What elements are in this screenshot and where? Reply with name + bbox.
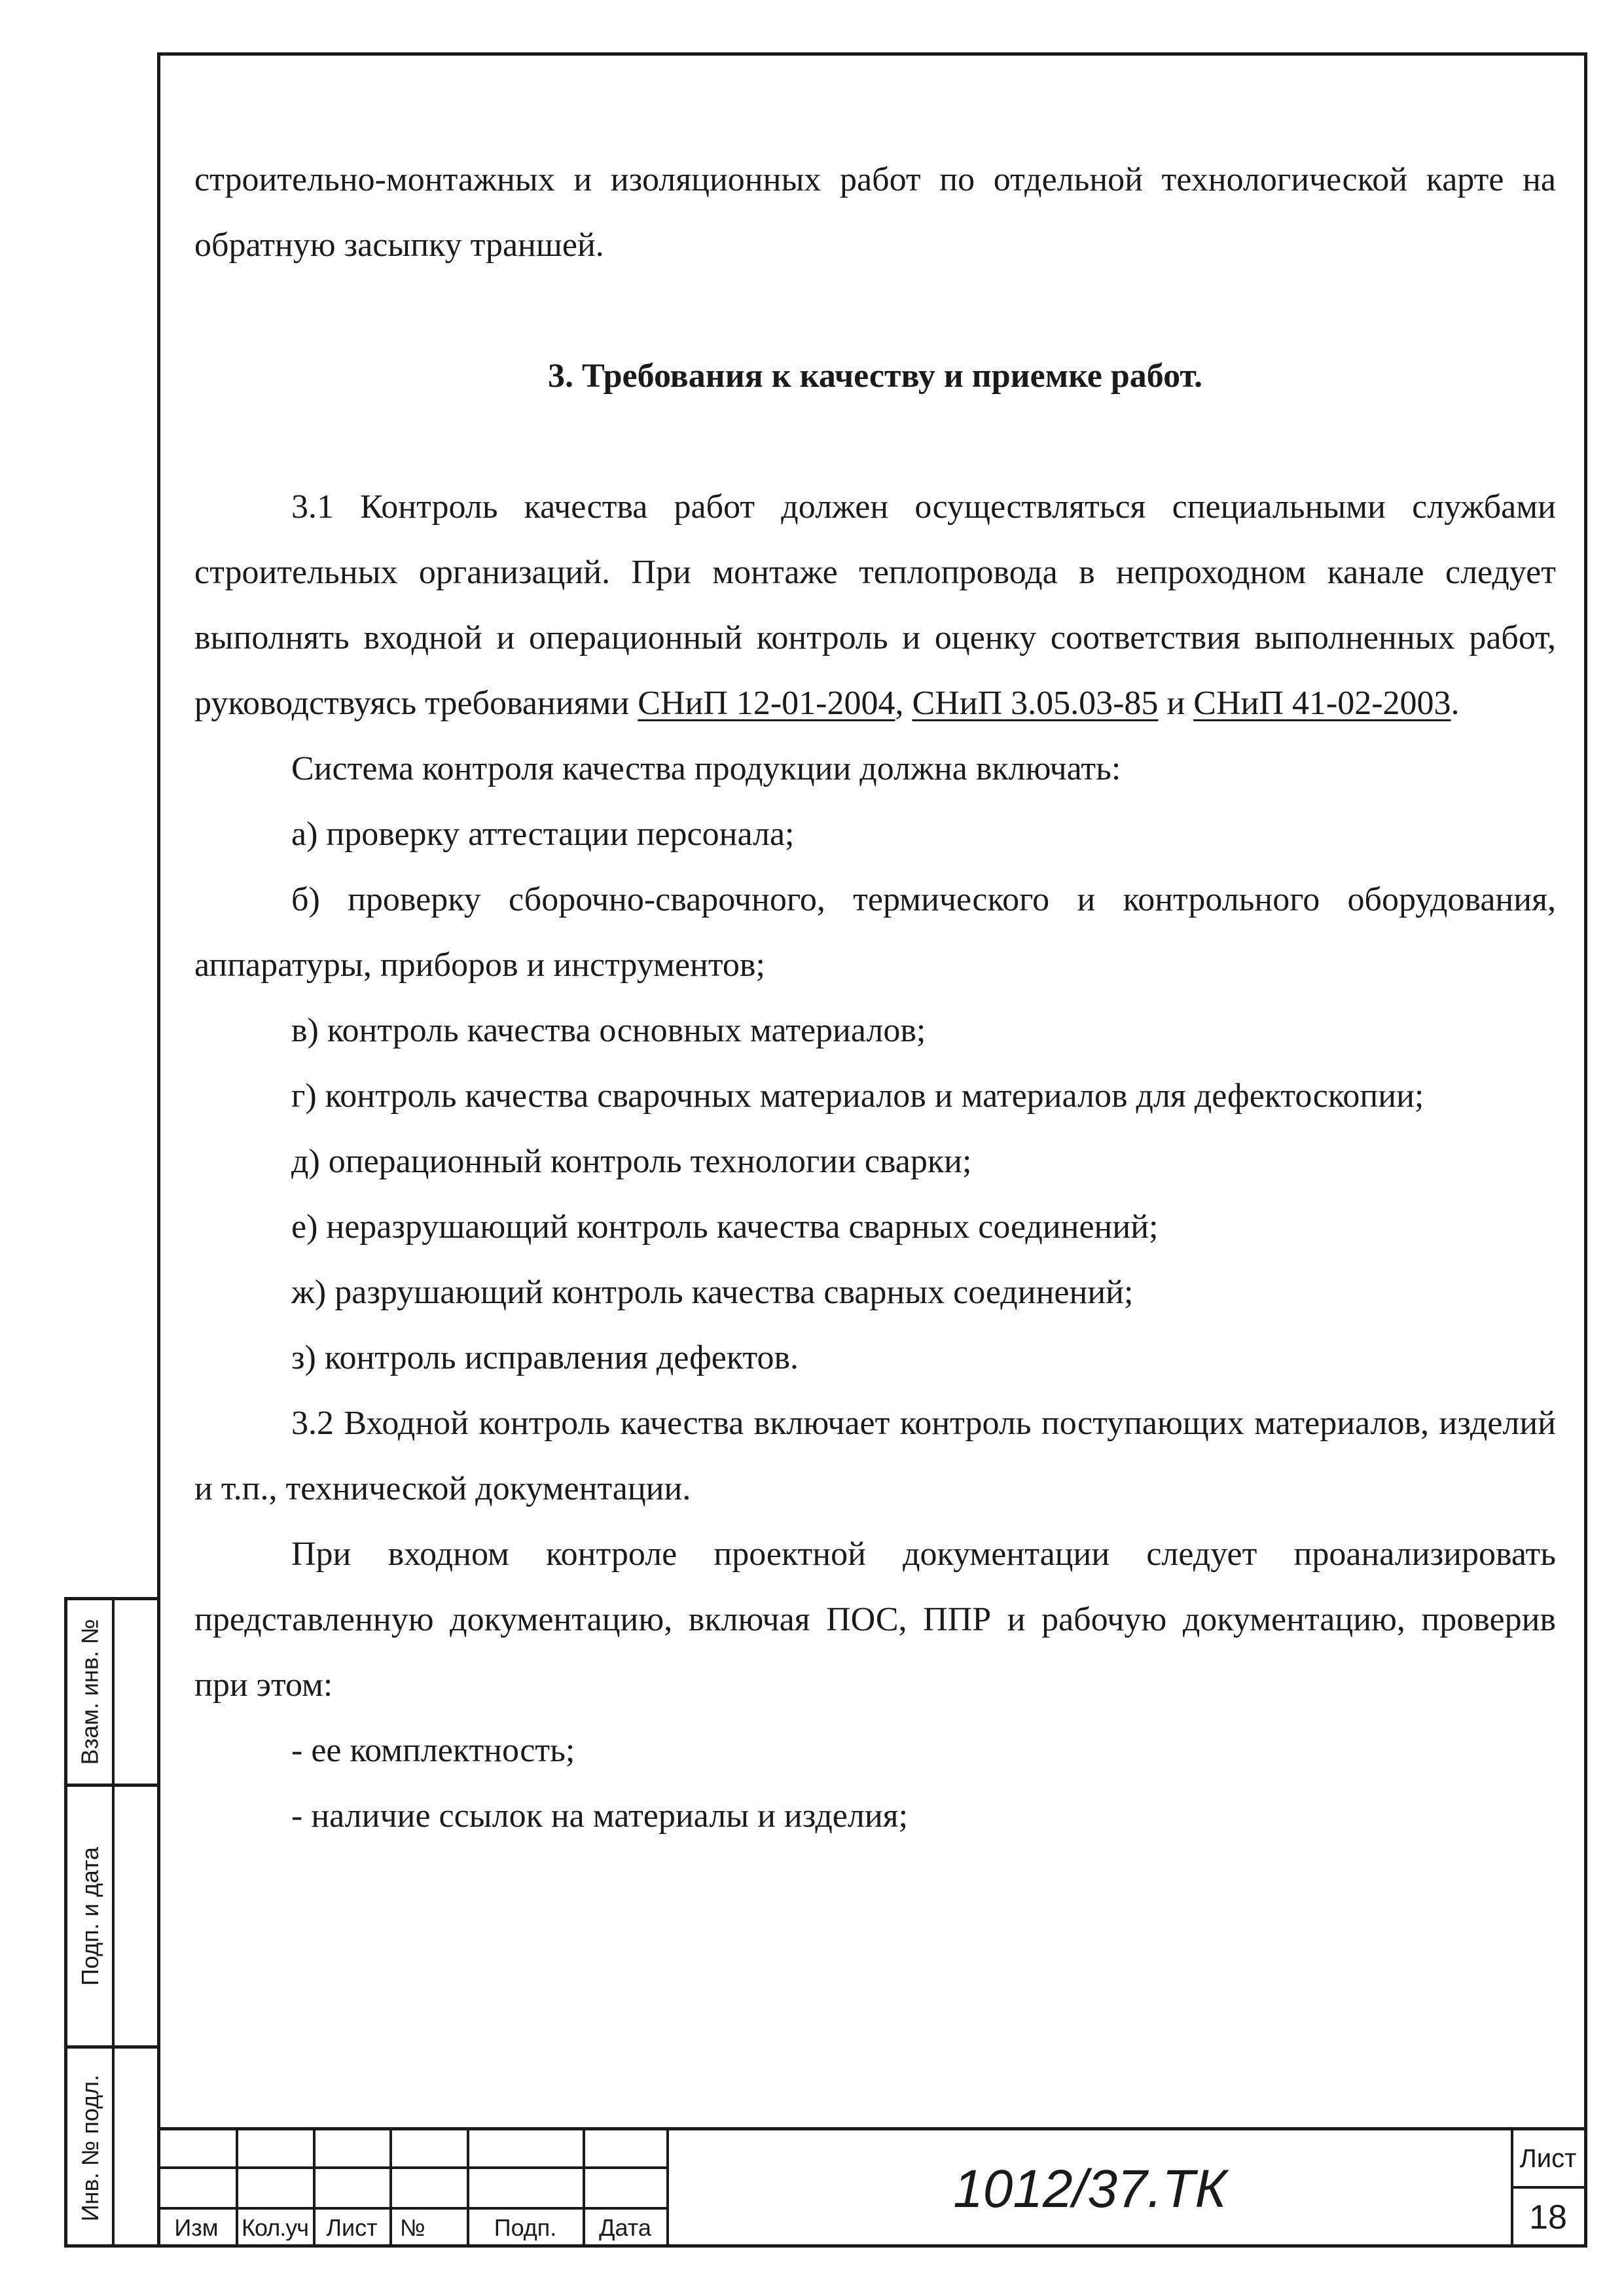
- system-intro: Система контроля качества продукции должна включать:: [291, 750, 1121, 787]
- header-list: Лист: [326, 2214, 378, 2241]
- list-item: б) проверку сборочно-сварочного, термического и контрольного оборудования, аппаратуры, приборов и инструментов;: [194, 881, 1556, 984]
- document-body: [194, 147, 1556, 1849]
- sheet-label: Лист: [1519, 2144, 1577, 2173]
- paragraph-3-1: 3.1 Контроль качества работ должен осуществляться специальными службами строительных организаций. При монтаже теплопровода в непроходном канале следует выполнять входной и операционный контроль и оценку соответствия выполненных работ, руководствуясь требованиями СНиП 12-01-2004, СНиП 3.05.03-85 и СНиП 41-02-2003.: [194, 488, 1556, 722]
- list-item: в) контроль качества основных материалов;: [291, 1012, 926, 1049]
- list-item: г) контроль качества сварочных материалов и материалов для дефектоскопии;: [291, 1077, 1424, 1115]
- side-label-vzam: Взам. инв. №: [77, 1619, 103, 1765]
- dash-item: - ее комплектность;: [291, 1732, 575, 1769]
- header-izm: Изм: [174, 2214, 219, 2241]
- side-label-inv: Инв. № подл.: [77, 2074, 103, 2222]
- list-item: д) операционный контроль технологии сварки;: [291, 1143, 972, 1180]
- paragraph-input-control: При входном контроле проектной документации следует проанализировать представленную документацию, включая ПОС, ППР и рабочую документацию, проверив при этом:: [194, 1535, 1556, 1704]
- dash-item: - наличие ссылок на материалы и изделия;: [291, 1797, 909, 1835]
- reference-snip-3-05-03-85[interactable]: СНиП 3.05.03-85: [912, 685, 1159, 722]
- header-kol-uch: Кол.уч: [242, 2214, 308, 2241]
- list-item: з) контроль исправления дефектов.: [291, 1339, 799, 1376]
- title-block: [157, 2127, 1587, 2248]
- header-podp: Подп.: [494, 2214, 557, 2241]
- document-code: 1012/37.ТК: [953, 2159, 1227, 2219]
- side-label-podp: Подп. и дата: [77, 1846, 103, 1986]
- paragraph-continued: строительно-монтажных и изоляционных работ по отдельной технологической карте на обратную засыпку траншей.: [194, 161, 1556, 264]
- reference-snip-12-01-2004[interactable]: СНиП 12-01-2004: [638, 685, 895, 722]
- section-heading: 3. Требования к качеству и приемке работ.: [547, 357, 1203, 395]
- paragraph-3-1-text: 3.1 Контроль качества работ должен осуществляться специальными службами строительных организаций. При монтаже теплопровода в непроходном канале следует выполнять входной и операционный контроль и оценку соответствия выполненных работ, руководствуясь требованиями: [194, 488, 1556, 722]
- list-item: ж) разрушающий контроль качества сварных соединений;: [291, 1274, 1134, 1311]
- paragraph-3-2: 3.2 Входной контроль качества включает контроль поступающих материалов, изделий и т.п., технической документации.: [194, 1405, 1556, 1507]
- list-item: а) проверку аттестации персонала;: [291, 816, 795, 853]
- header-number: №: [400, 2214, 425, 2241]
- sheet-number: 18: [1529, 2198, 1567, 2236]
- reference-snip-41-02-2003[interactable]: СНиП 41-02-2003: [1193, 685, 1451, 722]
- list-item: е) неразрушающий контроль качества сварных соединений;: [291, 1208, 1159, 1246]
- header-data: Дата: [599, 2214, 651, 2241]
- side-stamp: [64, 1597, 157, 2248]
